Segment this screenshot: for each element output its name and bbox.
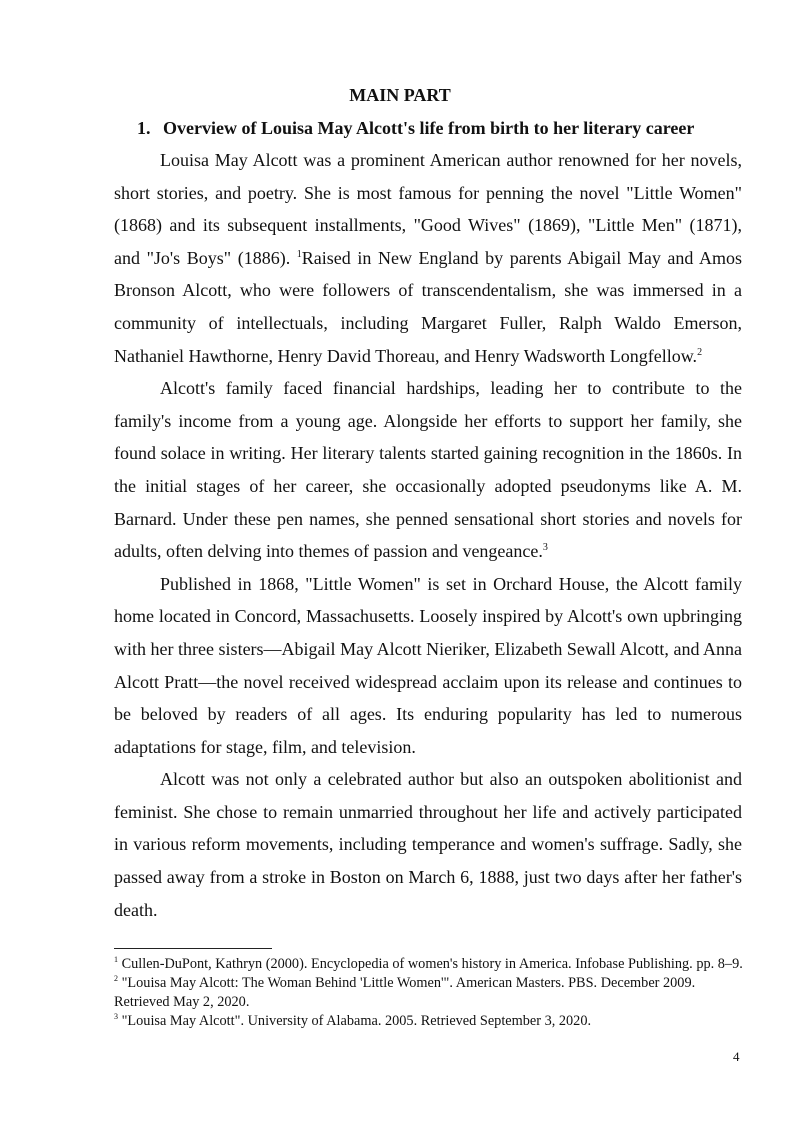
paragraph-3-text: Published in 1868, "Little Women" is set in Orchard House, the Alcott family home located in Concord, Massachusetts. Loosely inspired by Alcott's own upbringing with her three sisters—Abigail May Alcott Nieriker, Elizabeth Sewall Alcott, and Anna Alcott Pratt—the novel received widespread acclaim upon its release and continues to be beloved by readers of all ages. Its enduring popularity has led to numerous adaptations for stage, film, and television. [114, 573, 742, 757]
footnote-2 [114, 974, 744, 1012]
paragraph-4-text: Alcott was not only a celebrated author but also an outspoken abolitionist and feminist. She chose to remain unmarried throughout her life and actively participated in various reform movements, including temperance and women's suffrage. Sadly, she passed away from a stroke in Boston on March 6, 1888, just two days after her father's death. [114, 769, 742, 920]
footnote-mark-3: 3 [114, 1012, 118, 1022]
footnote-mark-2: 2 [114, 974, 118, 984]
paragraph-3 [114, 568, 742, 764]
paragraph-1-text-a: Louisa May Alcott was a prominent American author renowned for her novels, short stories, and poetry. She is most famous for penning the novel "Little Women" (1868) and its subsequent installments, "Good Wives" (1869), "Little Men" (1871), and "Jo's Boys" (1886). [114, 150, 742, 268]
footnote-1-text: Cullen-DuPont, Kathryn (2000). Encyclopedia of women's history in America. Infobase Publishing. pp. 8–9. [118, 956, 743, 972]
paragraph-2-text: Alcott's family faced financial hardships, leading her to contribute to the family's income from a young age. Alongside her efforts to support her family, she found solace in writing. Her literary talents started gaining recognition in the 1860s. In the initial stages of her career, she occasionally adopted pseudonyms like A. M. Barnard. Under these pen names, she penned sensational short stories and novels for adults, often delving into themes of passion and vengeance. [114, 378, 742, 562]
section-number: 1. [137, 118, 151, 138]
footnote-ref-2: 2 [697, 346, 703, 358]
paragraph-1 [114, 144, 742, 372]
footnote-3 [114, 1012, 744, 1031]
section-heading [137, 117, 694, 139]
paragraph-1-text-b: Raised in New England by parents Abigail May and Amos Bronson Alcott, who were followers of transcendentalism, she was immersed in a community of intellectuals, including Margaret Fuller, Ralph Waldo Emerson, Nathaniel Hawthorne, Henry David Thoreau, and Henry Wadsworth Longfellow. [114, 247, 743, 366]
footnote-2-text: "Louisa May Alcott: The Woman Behind 'Little Women'". American Masters. PBS. December 2009. Retrieved May 2, 2020. [114, 975, 696, 1010]
page-heading: MAIN PART [349, 85, 451, 105]
footnote-ref-3: 3 [542, 542, 548, 554]
body-text [114, 144, 742, 926]
paragraph-4 [114, 763, 742, 926]
footnote-separator [114, 948, 272, 949]
section-title: Overview of Louisa May Alcott's life from birth to her literary career [163, 118, 695, 138]
footnote-3-text: "Louisa May Alcott". University of Alabama. 2005. Retrieved September 3, 2020. [118, 1013, 592, 1029]
footnote-mark-1: 1 [114, 955, 118, 965]
paragraph-2 [114, 372, 742, 568]
footnote-ref-1: 1 [296, 248, 302, 260]
footnote-1 [114, 955, 744, 974]
page-number: 4 [733, 1049, 740, 1064]
footnotes [114, 955, 744, 1031]
